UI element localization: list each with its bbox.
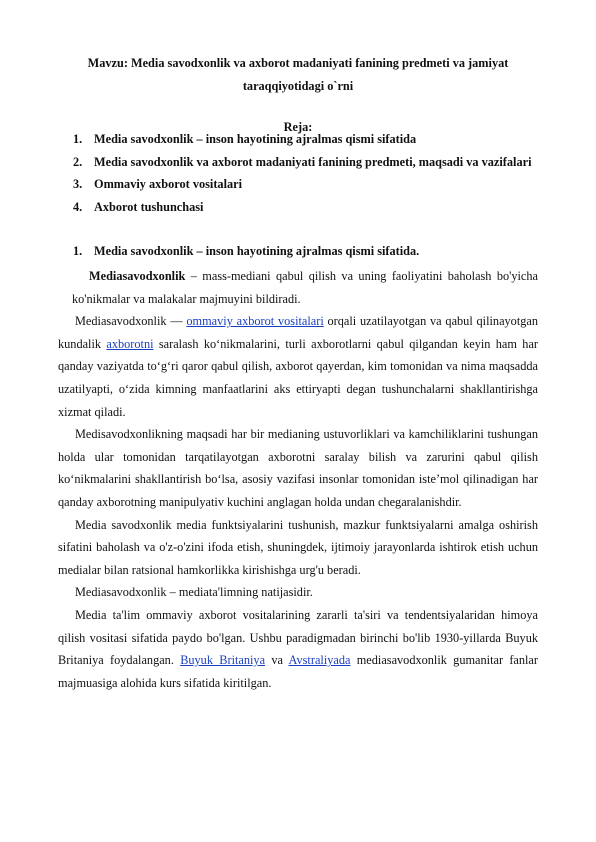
link-buyuk-britaniya[interactable]: Buyuk Britaniya: [180, 653, 266, 668]
link-avstraliyada[interactable]: Avstraliyada: [288, 653, 351, 668]
paragraph-result: Mediasavodxonlik – mediata'limning natijasidir.: [75, 585, 313, 600]
paragraph-purpose: Mediasavodxonlik — ommaviy axborot vositalari orqali uzatilayotgan va qabul qilinayotgan kundalik axborotni saralash ko‘nikmalarini, turli axborotlarni qabul qilgandan keyin ham har qanday vaziyatda to‘g‘ri qaror qabul qilish, axborot qayerdan, kim tomonidan va nima maqsadda uzatilyapti, o‘zida kimning manfaatlarini aks ettiryapti degan tushunchalarni shakllantirishga xizmat qiladi.: [58, 314, 538, 419]
section-heading: 1. Media savodxonlik – inson hayotining ajralmas qismi sifatida.: [73, 244, 420, 258]
plan-item: 3. Ommaviy axborot vositalari: [73, 177, 243, 191]
link-axborotni[interactable]: axborotni: [106, 336, 154, 351]
plan-list: [73, 128, 543, 218]
paragraph-goal: Medisavodxonlikning maqsadi har bir medianing ustuvorliklari va kamchiliklarini tushungan holda ular tomonidan tarqatilayotgan axborotni saralay bilish va zarurini qabul qilish ko‘nikmalarini shakllantirish bo‘lsa, asosiy vazifasi insonlar tomonidan iste’mol qilinadigan har qanday axborotning manipulyativ kuchini anglagan holda undan chegaralanishdir.: [58, 427, 538, 509]
link-ommaviy-axborot-vositalari[interactable]: ommaviy axborot vositalari: [186, 314, 324, 329]
plan-item: 4. Axborot tushunchasi: [73, 199, 204, 214]
paragraph-history: Media ta'lim ommaviy axborot vositalarining zararli ta'siri va tendentsiyalaridan himoya qilish vositasi sifatida paydo bo'lgan. Ushbu paradigmadan birinchi bo'lib 1930-yillarda Buyuk Britaniya foydalangan. Buyuk Britaniya va Avstraliyada mediasavodxonlik gumanitar fanlar majmuasiga alohida kurs sifatida kiritilgan.: [58, 607, 538, 690]
document-body: [58, 265, 538, 694]
paragraph-definition: Mediasavodxonlik – mass-mediani qabul qilish va uning faoliyatini baholash bo'yicha ko'nikmalar va malakalar majmuyini bildiradi.: [72, 269, 538, 306]
paragraph-functions: Media savodxonlik media funktsiyalarini tushunish, mazkur funktsiyalarni amalga oshirish sifatini baholash va o'z-o'zini ifoda etish, shuningdek, ijtimoiy jarayonlarda ishtirok etish uchun medialar bilan ratsional hamkorlikka kirishishga urg'u beradi.: [58, 517, 538, 577]
document-title: Mavzu: Media savodxonlik va axborot madaniyati fanining predmeti va jamiyat taraqqiyotidagi o`rni: [87, 56, 509, 93]
plan-item: 1. Media savodxonlik – inson hayotining ajralmas qismi sifatida: [73, 132, 417, 146]
term-mediasavodxonlik: Mediasavodxonlik: [89, 269, 186, 283]
plan-item: 2. Media savodxonlik va axborot madaniyati fanining predmeti, maqsadi va vazifalari: [73, 154, 532, 169]
plan-label: Reja:: [283, 120, 313, 134]
